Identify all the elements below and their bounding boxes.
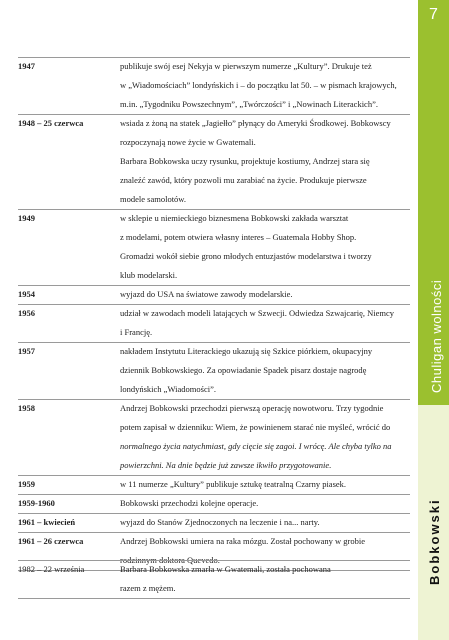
description-line: rodzinnym doktora Quevedo. <box>120 555 220 565</box>
row-description <box>120 114 409 209</box>
description-line: wyjazd do Stanów Zjednoczonych na leczenie i na... narty. <box>120 517 320 527</box>
description-line: znaleźć zawód, który pozwoli mu zarabiać na życie. Produkuje pierwsze <box>120 175 367 185</box>
description-line: klub modelarski. <box>120 270 178 280</box>
book-title: Chuligan wolności <box>429 279 444 393</box>
row-description <box>120 513 409 532</box>
row-date: 1961 – kwiecień <box>18 517 76 527</box>
description-line: Barbara Bobkowska uczy rysunku, projektuje kostiumy, Andrzej stara się <box>120 156 370 166</box>
page-number: 7 <box>429 6 438 23</box>
row-date: 1948 – 25 czerwca <box>18 118 84 128</box>
description-line: m.in. „Tygodniku Powszechnym”, „Twórczości” i „Nowinach Literackich”. <box>120 99 378 109</box>
description-line: w „Wiadomościach” londyńskich i – do początku lat 50. – w pismach krajowych, <box>120 80 397 90</box>
description-line: potem zapisał w dzienniku: Wiem, że powinienem starać nie myśleć, wrócić do <box>120 422 391 432</box>
row-date: 1957 <box>18 346 35 356</box>
row-description <box>120 494 409 513</box>
description-line: razem z mężem. <box>120 583 176 593</box>
description-line: dziennik Bobkowskiego. Za opowiadanie Spadek pisarz dostaje nagrodę <box>120 365 367 375</box>
description-line: Andrzej Bobkowski przechodzi pierwszą operację nowotworu. Trzy tygodnie <box>120 403 384 413</box>
row-divider <box>18 598 410 599</box>
author-name: Bobkowski <box>427 498 442 585</box>
description-line: wsiada z żoną na statek „Jagiełło” płynący do Ameryki Środkowej. Bobkowscy <box>120 118 391 128</box>
sidebar-accent-band <box>418 0 449 405</box>
row-description <box>120 342 409 399</box>
description-line: Bobkowski przechodzi kolejne operacje. <box>120 498 259 508</box>
description-line: modele samolotów. <box>120 194 187 204</box>
description-line: wyjazd do USA na światowe zawody modelarskie. <box>120 289 293 299</box>
description-line: i Francję. <box>120 327 153 337</box>
description-line: z modelami, potem otwiera własny interes – Guatemala Hobby Shop. <box>120 232 357 242</box>
description-line: normalnego życia natychmiast, gdy cięcie się zagoi. I wrócę. Ale chyba tylko na <box>120 441 392 451</box>
row-date: 1961 – 26 czerwca <box>18 536 84 546</box>
row-description <box>120 285 409 304</box>
row-date: 1954 <box>18 289 35 299</box>
description-line: w 11 numerze „Kultury” publikuje sztukę teatralną Czarny piasek. <box>120 479 347 489</box>
row-description <box>120 209 409 285</box>
row-date: 1958 <box>18 403 35 413</box>
row-date: 1982 – 22 września <box>18 564 85 574</box>
description-line: Gromadzi wokół siebie grono młodych entuzjastów modelarstwa i tworzy <box>120 251 372 261</box>
description-line: Barbara Bobkowska zmarła w Gwatemali, została pochowana <box>120 564 331 574</box>
description-line: rozpoczynają nowe życie w Gwatemali. <box>120 137 256 147</box>
description-line: Andrzej Bobkowski umiera na raka mózgu. Został pochowany w grobie <box>120 536 366 546</box>
row-description <box>120 475 409 494</box>
description-line: w sklepie u niemieckiego biznesmena Bobkowski zakłada warsztat <box>120 213 349 223</box>
row-date: 1959-1960 <box>18 498 55 508</box>
row-description <box>120 57 409 114</box>
row-description <box>120 304 409 342</box>
row-description <box>120 399 409 475</box>
row-date: 1949 <box>18 213 35 223</box>
row-description <box>120 560 409 598</box>
row-date: 1956 <box>18 308 35 318</box>
row-date: 1959 <box>18 479 35 489</box>
description-line: londyńskich „Wiadomości”. <box>120 384 216 394</box>
row-date: 1947 <box>18 61 35 71</box>
description-line: publikuje swój esej Nekyja w pierwszym numerze „Kultury”. Drukuje też <box>120 61 372 71</box>
description-line: udział w zawodach modeli latających w Szwecji. Odwiedza Szwajcarię, Niemcy <box>120 308 395 318</box>
sidebar <box>418 0 449 640</box>
description-line: powierzchni. Na dnie będzie już zawsze ikwiło przygotowanie. <box>120 460 332 470</box>
description-line: nakładem Instytutu Literackiego ukazują się Szkice piórkiem, okupacyjny <box>120 346 373 356</box>
